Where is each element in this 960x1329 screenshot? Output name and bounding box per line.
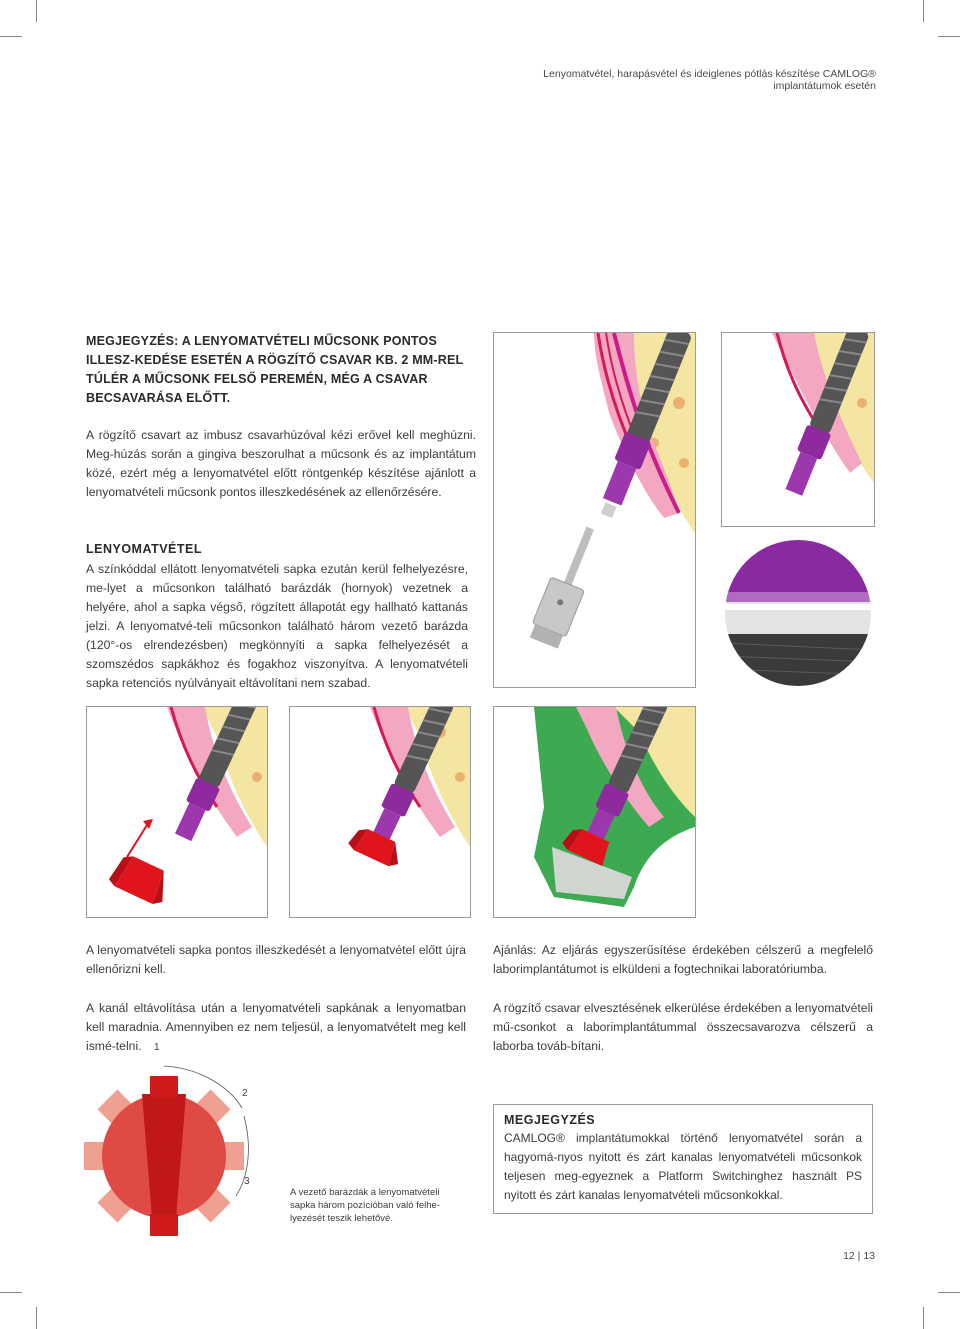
note-body: A rögzítő csavart az imbusz csavarhúzóval kézi erővel kell meghúzni. Meg-húzás során a gingiva beszorulhat a műcsonk és az implantátum közé, ezért még a lenyomatvétel előtt röntgenkép készítése ajánlott a lenyomatvételi műcsonk pontos illeszkedésének az ellenőrzésére. (86, 428, 476, 499)
crop-mark (938, 36, 960, 37)
crop-mark (0, 36, 22, 37)
section-body: A színkóddal ellátott lenyomatvételi sapka ezután kerül felhelyezésre, me-lyet a műcsonkon található barázdák (hornyok) vezetnek a helyére, ahol a sapka végső, rögzített állapotát egy hallható kattanás jelzi. A lenyomatvé-teli műcsonkon található három vezető barázda (120°-os elrendezésben) megkönnyíti a sapka felhelyezését a szomszédos sapkákhoz és fogakhoz viszonyítva. A lenyomatvételi sapka retenciós nyúlványait eltávolítani nem szabad. (86, 562, 468, 690)
running-header: Lenyomatvétel, harapásvétel és ideiglenes pótlás készítése CAMLOG® implantátumok esetén (543, 68, 876, 92)
lower-right-paragraph-1: Ajánlás: Az eljárás egyszerűsítése érdekében célszerű a megfelelő laborimplantátumot is elküldeni a fogtechnikai laboratóriumba. (493, 943, 873, 976)
illustration-post-seated (721, 332, 875, 527)
illustration-cap-closeup (723, 538, 873, 688)
note-box (493, 1104, 873, 1214)
illustration-cap-approach (86, 706, 268, 918)
section-heading: LENYOMATVÉTEL (86, 542, 202, 556)
crop-mark (923, 1307, 924, 1329)
crop-mark (938, 1292, 960, 1293)
diagram-label-1: 1 (154, 1042, 160, 1053)
note-box-body: CAMLOG® implantátumokkal történő lenyomatvétel során a hagyomá-nyos nyitott és zárt kanalas lenyomatvételi műcsonkok teljesen meg-egyeznek a Platform Switchinghez használt PS nyitott és zárt kanalas lenyomatvételi műcsonkokkal. (504, 1131, 862, 1202)
lower-left-paragraph-2: A kanál eltávolítása után a lenyomatvételi sapkának a lenyomatban kell maradnia. Amennyiben ez nem teljesül, a lenyomatvételt meg kell ismé-telni. (86, 1001, 466, 1053)
crop-mark (0, 1292, 22, 1293)
cap-positions-diagram (84, 1056, 264, 1236)
note-heading: MEGJEGYZÉS: A LENYOMATVÉTELI MŰCSONK PONTOS ILLESZ-KEDÉSE ESETÉN A RÖGZÍTŐ CSAVAR KB. 2 MM-REL TÚLÉR A MŰCSONK FELSŐ PEREMÉN, MÉG A CSAVAR BECSAVARÁSA ELŐTT. (86, 334, 464, 405)
illustration-impression-post (493, 332, 696, 688)
diagram-label-3: 3 (244, 1176, 250, 1187)
note-box-title: MEGJEGYZÉS (504, 1113, 596, 1127)
illustration-cap-seated (289, 706, 471, 918)
lower-right-paragraph-2: A rögzítő csavar elvesztésének elkerülése érdekében a lenyomatvételi mű-csonkot a laborimplantátummal összecsavarozva célszerű a laborba továb-bítani. (493, 1001, 873, 1053)
crop-mark (36, 1307, 37, 1329)
diagram-label-2: 2 (242, 1088, 248, 1099)
crop-mark (36, 0, 37, 22)
lower-left-paragraph-1: A lenyomatvételi sapka pontos illeszkedését a lenyomatvétel előtt újra ellenőrizni kell. (86, 943, 466, 976)
illustration-impression-tray (493, 706, 696, 918)
diagram-caption: A vezető barázdák a lenyomatvételi sapka három pozícióban való felhe-lyezését teszik lehetővé. (290, 1187, 440, 1224)
crop-mark (923, 0, 924, 22)
page-number: 12 | 13 (843, 1250, 875, 1262)
